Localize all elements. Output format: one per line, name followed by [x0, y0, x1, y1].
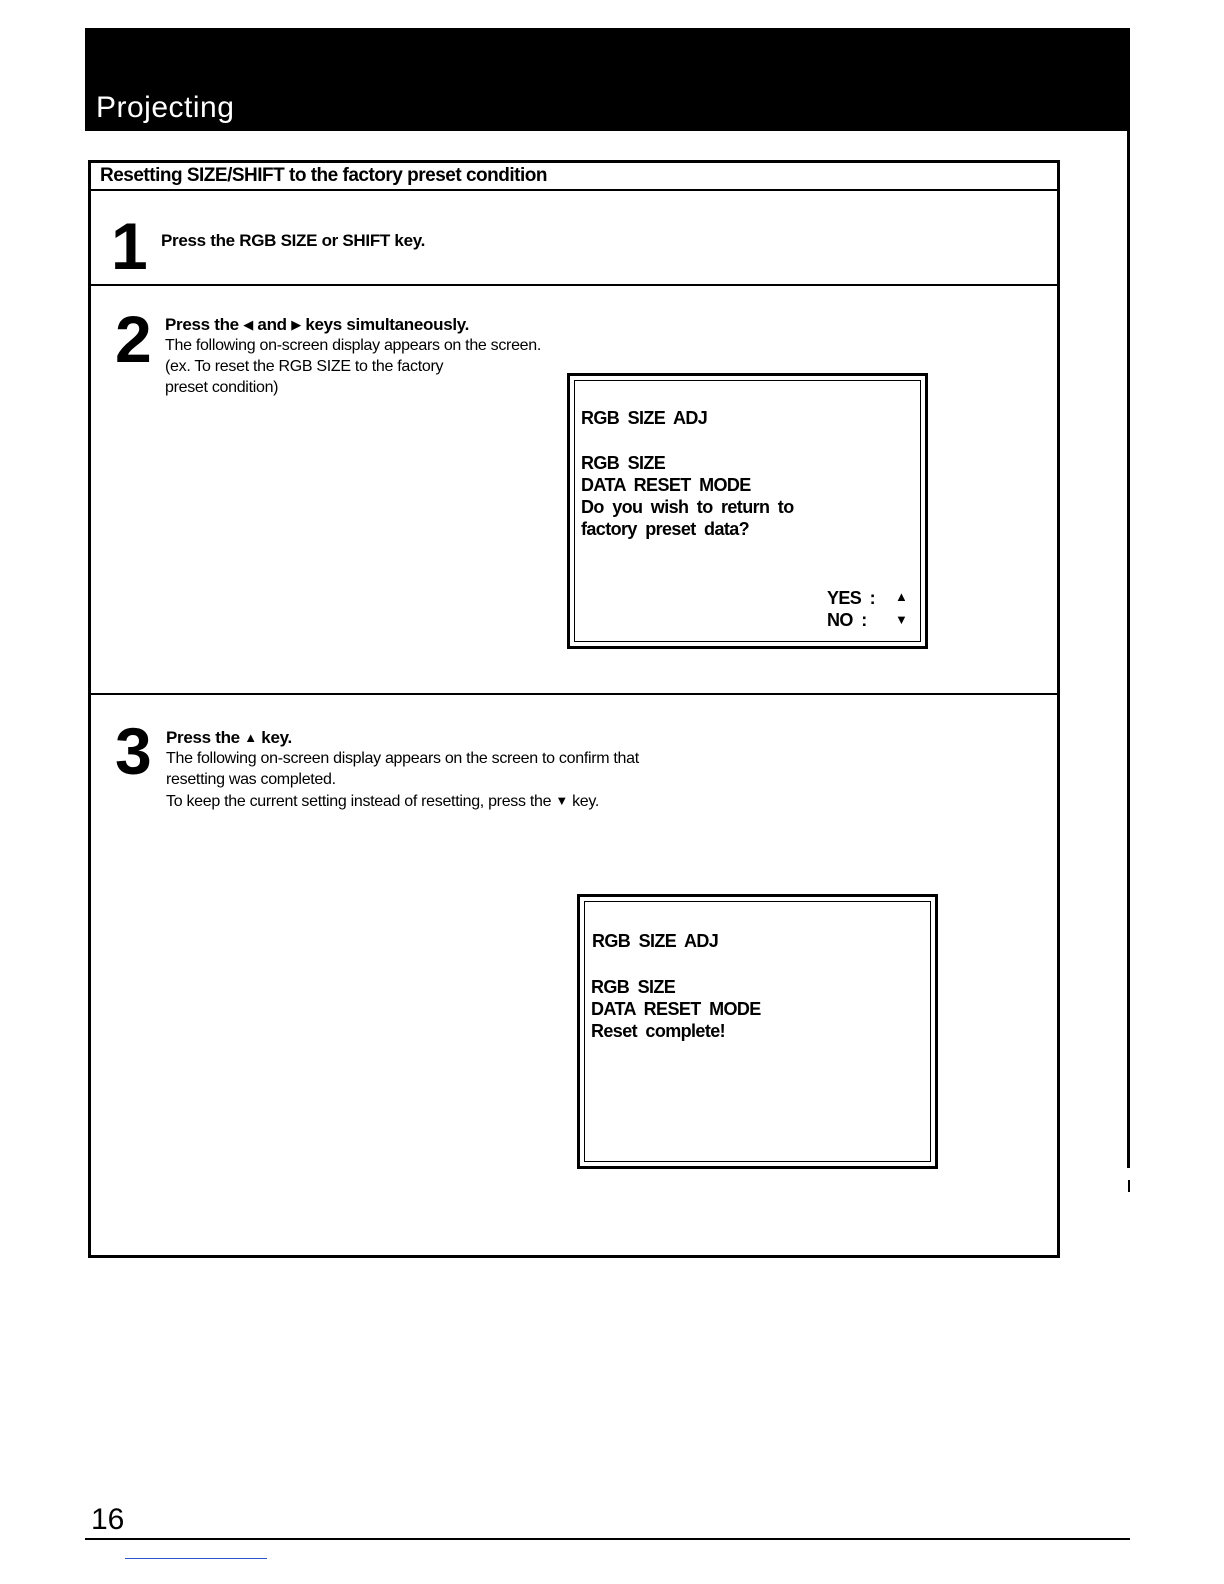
osd-confirm-display	[567, 373, 928, 649]
down-arrow-icon: ▼	[895, 612, 908, 627]
step-3-heading-text: key.	[261, 728, 292, 747]
up-arrow-key-icon: ▲	[244, 730, 257, 745]
step-2-heading-text: Press the	[165, 315, 239, 334]
osd-confirm-title: RGB SIZE ADJ	[581, 408, 708, 428]
section-title: Resetting SIZE/SHIFT to the factory preset condition	[100, 165, 547, 186]
osd-confirm-line: factory preset data?	[581, 519, 750, 539]
step-1-heading: Press the RGB SIZE or SHIFT key.	[161, 231, 426, 250]
step-3-heading-text: Press the	[166, 728, 240, 747]
step-3-line-text: To keep the current setting instead of resetting, press the	[166, 793, 552, 810]
right-arrow-key-icon: ▶	[291, 317, 301, 332]
header-band	[85, 28, 1130, 131]
right-margin-rule	[1127, 28, 1130, 1168]
up-arrow-icon: ▲	[895, 589, 908, 604]
step-divider-2	[91, 693, 1057, 695]
osd-confirm-line: RGB SIZE	[581, 453, 666, 473]
step-2-heading	[165, 315, 469, 335]
left-arrow-key-icon: ◀	[243, 317, 253, 332]
osd-complete-line: DATA RESET MODE	[591, 999, 761, 1019]
step-2-line: (ex. To reset the RGB SIZE to the factory	[165, 358, 444, 375]
step-3-line	[166, 790, 639, 812]
step-3-number: 3	[115, 714, 152, 788]
osd-confirm-line: DATA RESET MODE	[581, 475, 751, 495]
osd-complete-title: RGB SIZE ADJ	[592, 931, 719, 951]
right-margin-tick	[1128, 1180, 1130, 1192]
procedure-box	[88, 160, 1060, 1258]
osd-confirm-line: Do you wish to return to	[581, 497, 794, 517]
step-1-number: 1	[111, 209, 148, 283]
footer-link-underline	[125, 1558, 267, 1559]
step-2-body	[165, 335, 541, 398]
page-title: Projecting	[96, 91, 235, 124]
step-3-line: resetting was completed.	[166, 771, 336, 788]
step-3-line: The following on-screen display appears on the screen to confirm that	[166, 750, 639, 767]
osd-complete-display	[577, 894, 938, 1169]
step-2-heading-text: and	[257, 315, 287, 334]
footer-rule	[85, 1538, 1130, 1540]
osd-complete-line: RGB SIZE	[591, 977, 676, 997]
page-number: 16	[91, 1503, 125, 1536]
step-2-heading-text: keys simultaneously.	[305, 315, 470, 334]
step-2-line: The following on-screen display appears on the screen.	[165, 337, 542, 354]
step-3-body	[166, 748, 639, 812]
section-title-bar	[91, 163, 1057, 191]
osd-yes-label: YES :	[827, 588, 876, 608]
step-3-line-text: key.	[572, 793, 600, 810]
step-2-number: 2	[115, 302, 152, 376]
step-3-heading	[166, 728, 292, 748]
step-divider-1	[91, 284, 1057, 286]
osd-no-label: NO :	[827, 610, 867, 630]
osd-complete-line: Reset complete!	[591, 1021, 726, 1041]
down-arrow-key-icon: ▼	[555, 793, 568, 808]
step-2-line: preset condition)	[165, 379, 279, 396]
